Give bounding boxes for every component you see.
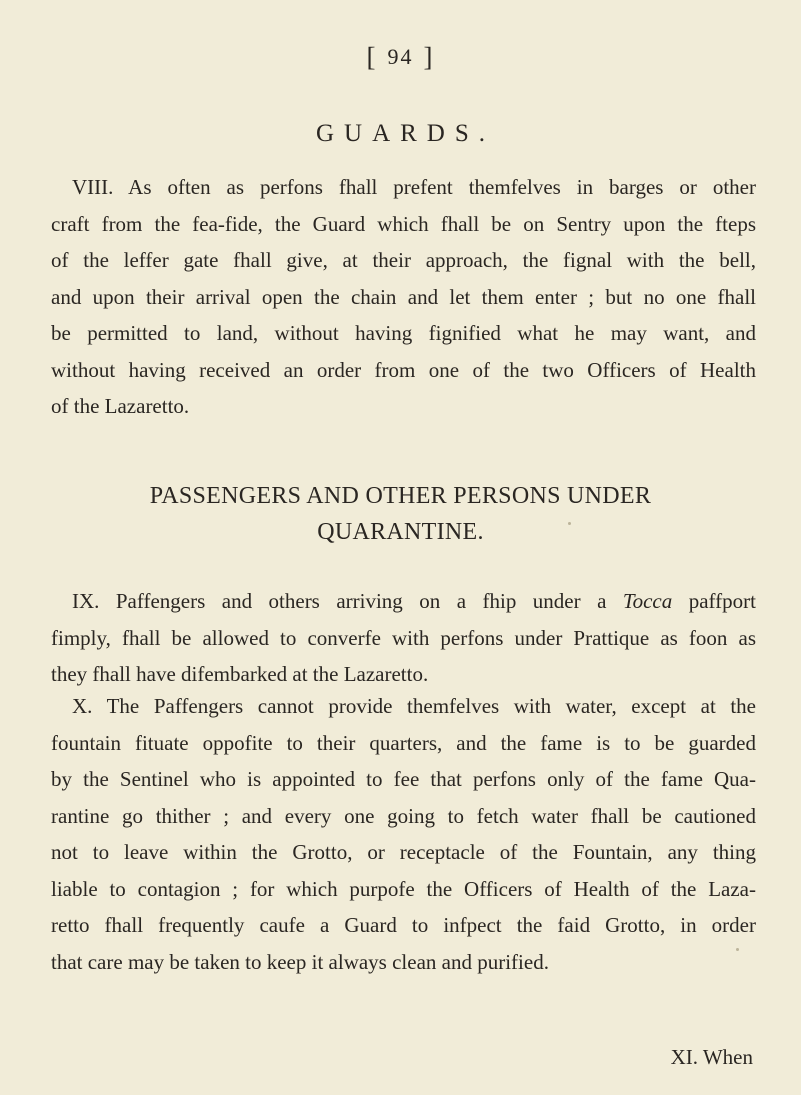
text-line: that care may be taken to keep it always clean and purified. xyxy=(51,949,549,974)
text-line: liable to contagion ; for which purpofe the Officers of Health of the Laza- xyxy=(51,876,756,901)
text-line: and upon their arrival open the chain and let them enter ; but no one fhall xyxy=(51,284,756,309)
catchword: XI. When xyxy=(670,1045,753,1069)
italic-term: Tocca xyxy=(622,589,673,613)
paper-speck xyxy=(736,948,739,951)
text-line: by the Sentinel who is appointed to fee that perfons only of the fame Qua- xyxy=(51,767,756,791)
section-heading-passengers xyxy=(0,478,801,550)
page-number-value: 94 xyxy=(387,44,414,69)
section-heading-guards: GUARDS. xyxy=(315,120,496,147)
text-line: they fhall have difembarked at the Lazaretto. xyxy=(51,662,429,686)
text-line: be permitted to land, without having fignified what he may want, and xyxy=(51,321,756,345)
text-line: without having received an order from one of the two Officers of Health xyxy=(51,357,756,382)
text-line: retto fhall frequently caufe a Guard to infpect the faid Grotto, in order xyxy=(51,913,756,937)
page-number: [ 94 ] xyxy=(366,42,435,72)
text-line: fountain fituate oppofite to their quarters, and the fame is to be guarded xyxy=(51,730,756,755)
paragraph-ix xyxy=(51,583,756,693)
heading-line: QUARANTINE. xyxy=(317,519,484,545)
paragraph-x xyxy=(51,688,756,980)
text-line: fimply, fhall be allowed to converfe with perfons under Prattique as foon as xyxy=(51,625,756,650)
heading-line: PASSENGERS AND OTHER PERSONS UNDER xyxy=(149,483,652,509)
text-line: X. The Paffengers cannot provide themfelves with water, except at the xyxy=(72,694,756,718)
text-line: of the Lazaretto. xyxy=(51,394,190,418)
text-line: of the leffer gate fhall give, at their approach, the fignal with the bell, xyxy=(51,248,756,272)
text-line: not to leave within the Grotto, or receptacle of the Fountain, any thing xyxy=(51,840,756,864)
text-line: IX. Paffengers and others arriving on a fhip under a Tocca paffport xyxy=(72,589,756,613)
paragraph-viii xyxy=(51,169,756,425)
text-line: craft from the fea-fide, the Guard which fhall be on Sentry upon the fteps xyxy=(51,211,756,236)
paper-speck xyxy=(568,522,571,525)
text-line: VIII. As often as perfons fhall prefent themfelves in barges or other xyxy=(72,175,756,199)
text-line: rantine go thither ; and every one going to fetch water fhall be cautioned xyxy=(51,803,756,828)
